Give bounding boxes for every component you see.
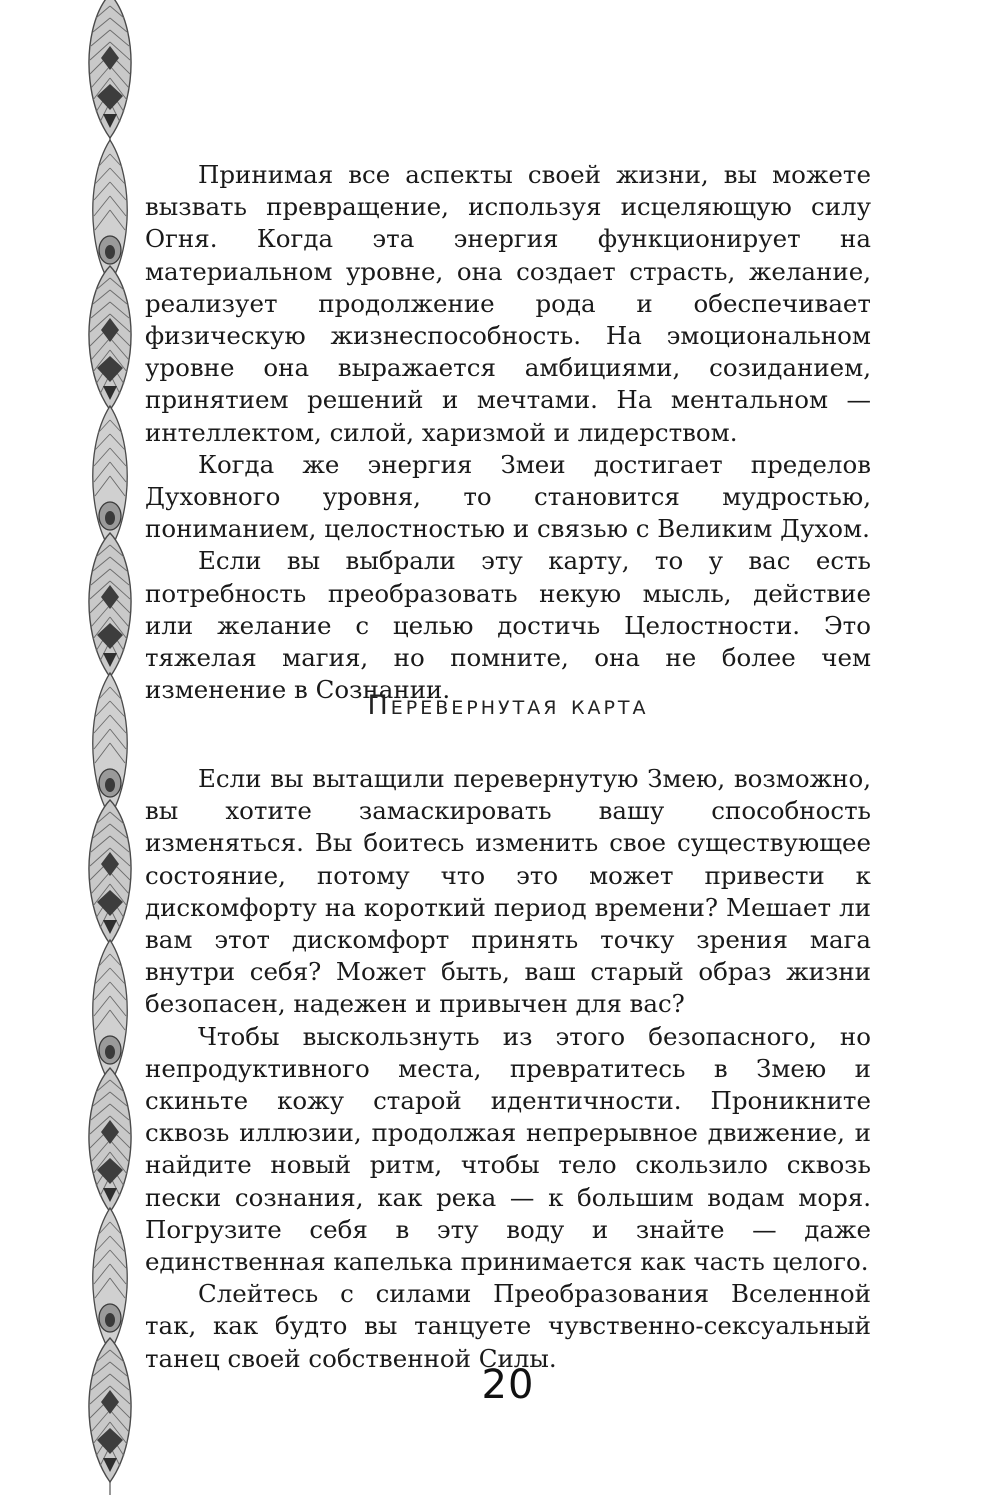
feather-icon	[93, 1208, 127, 1352]
feather-icon	[89, 1338, 131, 1482]
feather-icon	[93, 673, 127, 817]
feather-icon	[89, 533, 131, 677]
top-text-section	[145, 159, 871, 706]
paragraph: Когда же энергия Змеи достигает пределов Духовного уровня, то становится мудростью, пониманием, целостностью и связью с Великим Духом.	[145, 449, 871, 544]
bottom-text-section	[145, 763, 871, 1375]
section-heading: Перевернутая карта	[367, 690, 649, 721]
feather-icon	[89, 266, 131, 410]
paragraph: Слейтесь с силами Преобразования Вселенной так, как будто вы танцуете чувственно-сексуальный танец своей собственной Силы.	[145, 1279, 871, 1373]
page-number: 20	[481, 1362, 535, 1408]
paragraph: Чтобы выскользнуть из этого безопасного, но непродуктивного места, превратитесь в Змею и скиньте кожу старой идентичности. Проникните сквозь иллюзии, продолжая непрерывное движение, и найдите новый ритм, чтобы тело скользило сквозь пески сознания, как река — к большим водам моря. Погрузите себя в эту воду и знайте — даже единственная капелька принимается как часть целого.	[145, 1021, 871, 1277]
paragraph: Если вы выбрали эту карту, то у вас есть потребность преобразовать некую мысль, действие или желание с целью достичь Целостности. Это тяжелая магия, но помните, она не более чем изменение в Сознании.	[145, 546, 871, 705]
paragraph: Если вы вытащили перевернутую Змею, возможно, вы хотите замаскировать вашу способность изменяться. Вы боитесь изменить свое существующее состояние, потому что это может привести к дискомфорту на короткий период времени? Мешает ли вам этот дискомфорт принять точку зрения мага внутри себя? Может быть, ваш старый образ жизни безопасен, надежен и привычен для вас?	[145, 764, 871, 1019]
feather-icon	[89, 0, 131, 138]
feather-icon	[93, 140, 127, 284]
feather-icon	[93, 406, 127, 550]
feather-icon	[89, 1068, 131, 1212]
feather-icon	[93, 940, 127, 1084]
feather-icon	[89, 800, 131, 944]
paragraph: Принимая все аспекты своей жизни, вы можете вызвать превращение, используя исцеляющую силу Огня. Когда эта энергия функционирует на материальном уровне, она создает страсть, желание, реализует продолжение рода и обеспечивает физическую жизнеспособность. На эмоциональном уровне она выражается амбициями, созиданием, принятием решений и мечтами. На ментальном — интеллектом, силой, харизмой и лидерством.	[145, 160, 871, 447]
